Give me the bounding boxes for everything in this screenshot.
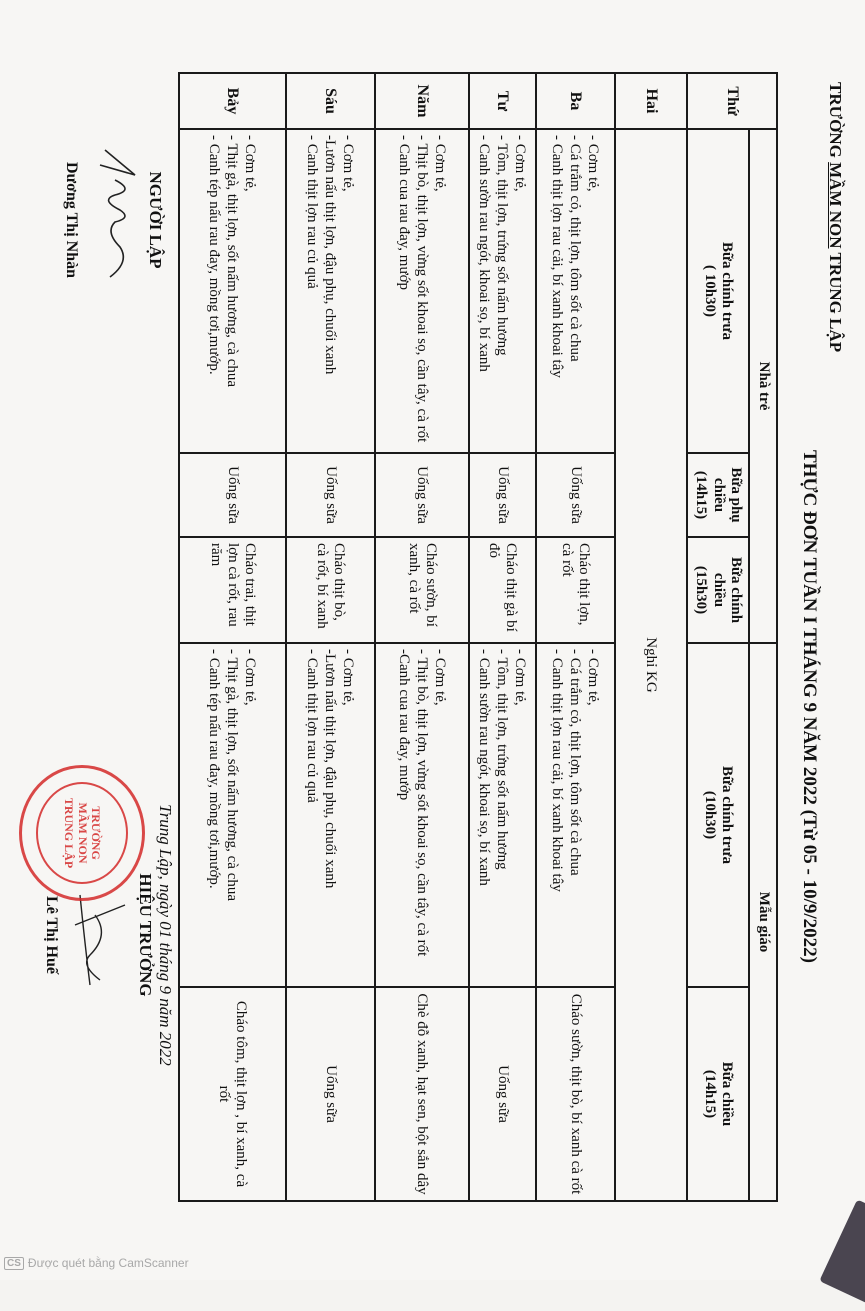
- dish: - Cơm tẻ,: [432, 649, 448, 706]
- table-row: [469, 73, 536, 1201]
- mg-afternoon-cell: Uống sữa: [286, 987, 375, 1201]
- nt-snack-cell: Uống sữa: [469, 453, 536, 537]
- col-label: Bữa chính trưa: [719, 765, 736, 864]
- date-line: Trung Lập, ngày 01 tháng 9 năm 2022: [156, 804, 175, 1066]
- dish: - Cơm tẻ,: [340, 135, 357, 192]
- page-title: THỰC ĐƠN TUẦN I THÁNG 9 NĂM 2022 (Từ 05 - 10/9/2022): [799, 450, 820, 963]
- mg-afternoon-cell: Chè đỗ xanh, hạt sen, bột sắn dây: [375, 987, 469, 1201]
- col-time: (10h30): [702, 790, 718, 840]
- preparer-signature-block: [62, 120, 165, 320]
- day-cell: Hai: [615, 73, 687, 129]
- nt-afternoon-cell: Cháo thịt bò, cà rốt, bí xanh: [286, 537, 375, 643]
- dish: - Canh sườn rau ngót, khoai sọ, bí xanh: [476, 135, 493, 372]
- dish: - Cơm tẻ,: [585, 135, 602, 192]
- principal-name: Lê Thị Huế: [43, 896, 60, 974]
- nt-snack-cell: Uống sữa: [179, 453, 286, 537]
- table-row: [615, 73, 687, 1201]
- group-nha-tre: Nhà trẻ: [749, 129, 777, 643]
- dish: - Thịt gà, thịt lợn, sốt nấm hương, cà chua: [224, 135, 241, 388]
- group-mau-giao: Mẫu giáo: [749, 643, 777, 1201]
- dish: - Cá trắm cỏ, thịt lợn, tôm sốt cà chua: [567, 649, 584, 876]
- stamp-line: TRƯỜNG: [88, 806, 103, 860]
- day-cell: Sáu: [286, 73, 375, 129]
- mg-lunch-cell: [469, 643, 536, 987]
- dish: - Canh thịt lợn rau cải, bí xanh khoai tây: [549, 135, 566, 378]
- dish: - Thịt bò, thịt lợn, vừng sốt khoai sọ, cần tây, cà rốt: [414, 649, 430, 957]
- dish: - Cơm tẻ,: [340, 649, 357, 706]
- dish: - Cơm tẻ,: [242, 135, 259, 192]
- col-time: ( 10h30): [702, 264, 718, 318]
- dish: - Cơm tẻ,: [585, 649, 602, 706]
- nt-lunch-cell: [469, 129, 536, 453]
- scan-shadow: [819, 1199, 865, 1310]
- dish: -Canh cua rau đay, mướp: [396, 649, 412, 801]
- col-nt-afternoon: [687, 537, 749, 643]
- col-label: chiều: [710, 572, 727, 608]
- day-cell: Ba: [536, 73, 615, 129]
- col-label: Bữa chính trưa: [719, 241, 736, 340]
- col-label: Bữa chính: [727, 556, 744, 624]
- camscanner-logo-icon: CS: [4, 1257, 24, 1270]
- col-time: (14h15): [693, 470, 710, 520]
- col-mg-lunch: [687, 643, 749, 987]
- nt-lunch-cell: [375, 129, 469, 453]
- holiday-cell: Nghỉ KG: [615, 129, 687, 1201]
- school-prefix: TRƯỜNG: [826, 82, 845, 163]
- column-header-row: [687, 73, 749, 1201]
- col-mg-afternoon: [687, 987, 749, 1201]
- day-header: Thứ: [687, 73, 777, 129]
- dish: - Canh sườn rau ngót, khoai sọ, bí xanh: [476, 649, 493, 886]
- dish: - Cơm tẻ,: [432, 135, 448, 192]
- preparer-signature-image: [85, 140, 145, 300]
- mg-lunch-cell: [536, 643, 615, 987]
- col-time: (15h30): [693, 565, 710, 615]
- camscanner-text: Được quét bằng CamScanner: [27, 1256, 189, 1270]
- dish: - Canh thịt lợn rau củ quả: [304, 649, 321, 803]
- col-nt-snack: [687, 453, 749, 537]
- dish: - Thịt gà, thịt lợn, sốt nấm hương, cà chua: [224, 649, 241, 902]
- stamp-line: MẦM NON: [75, 802, 90, 864]
- dish: - Canh tép nấu rau đay, mồng tơi,mướp.: [206, 649, 223, 889]
- mg-lunch-cell: [286, 643, 375, 987]
- day-cell: Tư: [469, 73, 536, 129]
- stamp-inner: [36, 782, 128, 884]
- col-nt-lunch: [687, 129, 749, 453]
- mg-afternoon-cell: Cháo tôm, thịt lợn , bí xanh, cà rốt: [179, 987, 286, 1201]
- dish: - Tôm, thịt lợn, trứng sốt nấm hương: [494, 649, 511, 870]
- dish: - Cơm tẻ,: [242, 649, 259, 706]
- school-underlined: MẦM NON: [826, 162, 845, 249]
- nt-snack-cell: Uống sữa: [375, 453, 469, 537]
- nt-snack-cell: Uống sữa: [286, 453, 375, 537]
- nt-lunch-cell: [286, 129, 375, 453]
- dish: - Canh thịt lợn rau cải, bí xanh khoai tây: [549, 649, 566, 892]
- mg-lunch-cell: [179, 643, 286, 987]
- table-row: [286, 73, 375, 1201]
- dish: - Cơm tẻ,: [512, 649, 529, 706]
- table-row: [179, 73, 286, 1201]
- dish: - Cơm tẻ,: [512, 135, 529, 192]
- dish: -Lươn nấu thịt lợn, đậu phụ, chuối xanh: [322, 135, 339, 375]
- dish: - Thịt bò, thịt lợn, vừng sốt khoai sọ, cần tây, cà rốt: [414, 135, 430, 443]
- group-header-row: [749, 73, 777, 1201]
- camscanner-footer: [4, 1256, 189, 1270]
- dish: - Canh tép nấu rau đay, mồng tơi,mướp.: [206, 135, 223, 375]
- col-label: Bữa phụ: [727, 467, 744, 523]
- mg-afternoon-cell: Uống sữa: [469, 987, 536, 1201]
- day-cell: Năm: [375, 73, 469, 129]
- nt-afternoon-cell: Cháo thịt gà bí đỏ: [469, 537, 536, 643]
- col-time: (14h15): [702, 1069, 718, 1119]
- dish: - Canh thịt lợn rau củ quả: [304, 135, 321, 289]
- table-row: [375, 73, 469, 1201]
- nt-afternoon-cell: Cháo sườn, bí xanh, cà rốt: [375, 537, 469, 643]
- official-stamp: [19, 765, 145, 901]
- preparer-name: Dương Thị Nhàn: [63, 162, 80, 278]
- day-cell: Bảy: [179, 73, 286, 129]
- col-label: Bữa chiều: [719, 1061, 736, 1127]
- dish: - Cá trắm cỏ, thịt lợn, tôm sốt cà chua: [567, 135, 584, 362]
- col-label: chiều: [710, 477, 727, 513]
- school-suffix: TRUNG LẬP: [826, 248, 845, 353]
- dish: - Tôm, thịt lợn, trứng sốt nấm hương: [494, 135, 511, 356]
- school-name: [825, 82, 845, 352]
- nt-lunch-cell: [179, 129, 286, 453]
- dish: -Lươn nấu thịt lợn, đậu phụ, chuối xanh: [322, 649, 339, 889]
- dish: - Canh cua rau đay, mướp: [396, 135, 412, 291]
- preparer-title: NGƯỜI LẬP: [146, 171, 165, 269]
- table-row: [536, 73, 615, 1201]
- stamp-line: TRUNG LẬP: [62, 797, 77, 869]
- nt-afternoon-cell: Cháo thịt lợn, cà rốt: [536, 537, 615, 643]
- nt-snack-cell: Uống sữa: [536, 453, 615, 537]
- nt-afternoon-cell: Cháo trai, thịt lợn cà rốt, rau răm: [179, 537, 286, 643]
- mg-lunch-cell: [375, 643, 469, 987]
- menu-table: [178, 72, 778, 1202]
- mg-afternoon-cell: Cháo sườn, thịt bò, bí xanh cà rốt: [536, 987, 615, 1201]
- principal-title: HIỆU TRƯỞNG: [136, 873, 155, 997]
- nt-lunch-cell: [536, 129, 615, 453]
